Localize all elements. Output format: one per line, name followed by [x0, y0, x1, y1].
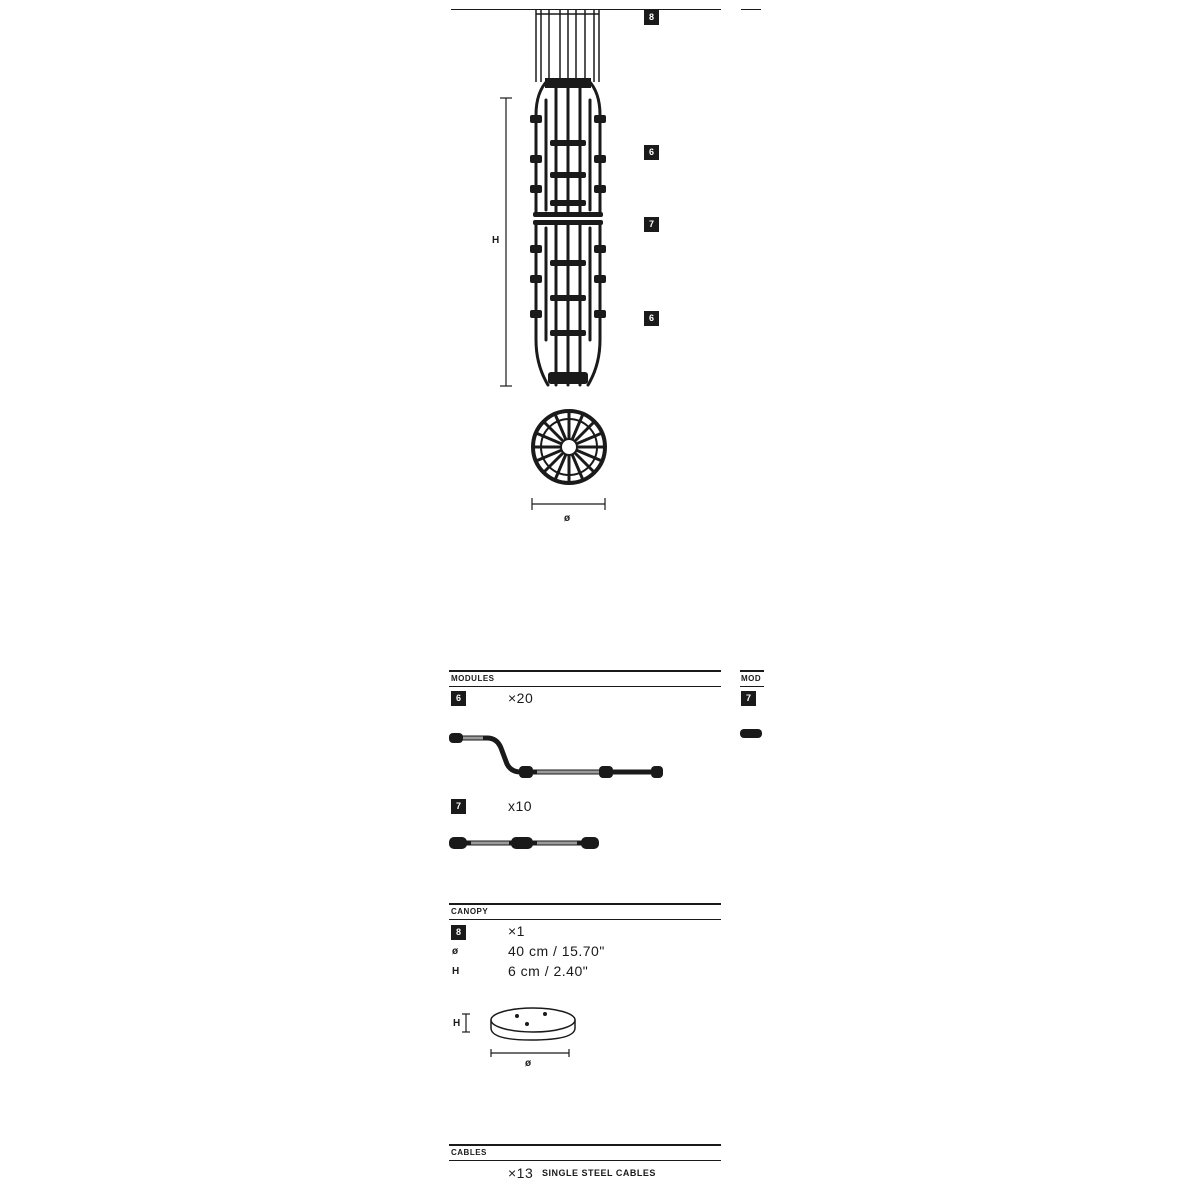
canopy-height-label: H [452, 966, 460, 977]
modules-sub-rule-partial [740, 686, 764, 687]
canopy-badge: 8 [451, 925, 466, 940]
module-7-badge: 7 [451, 799, 466, 814]
cables-sub-rule [449, 1160, 721, 1161]
module-7-quantity: x10 [508, 798, 533, 814]
canopy-drawing [445, 1000, 595, 1070]
canopy-sub-rule [449, 919, 721, 920]
module-7-drawing [447, 833, 607, 853]
module-6-quantity: ×20 [508, 690, 534, 706]
canopy-drawing-height-label: H [453, 1018, 461, 1029]
diameter-dimension-label: ø [564, 513, 571, 524]
modules-sub-rule [449, 686, 721, 687]
module-badge-bottom: 6 [644, 311, 659, 326]
cables-title: CABLES [451, 1148, 487, 1157]
chandelier-elevation-drawing [0, 0, 1200, 560]
module-badge-mid: 7 [644, 217, 659, 232]
cables-description: SINGLE STEEL CABLES [542, 1168, 656, 1178]
module-7-badge-partial: 7 [741, 691, 756, 706]
cables-quantity: ×13 [508, 1165, 534, 1181]
canopy-diameter-label: ø [452, 946, 459, 957]
canopy-drawing-diameter-label: ø [525, 1058, 532, 1069]
module-badge-top: 6 [644, 145, 659, 160]
module-6-badge: 6 [451, 691, 466, 706]
canopy-height-value: 6 cm / 2.40" [508, 963, 589, 979]
canopy-top-rule [449, 903, 721, 905]
modules-title: MODULES [451, 674, 495, 683]
module-6-drawing [445, 728, 675, 788]
canopy-diameter-value: 40 cm / 15.70" [508, 943, 605, 959]
canopy-badge-top: 8 [644, 10, 659, 25]
canopy-title: CANOPY [451, 907, 489, 916]
modules-top-rule [449, 670, 721, 672]
cables-top-rule [449, 1144, 721, 1146]
modules-title-partial: MOD [741, 674, 762, 683]
height-dimension-label: H [492, 235, 500, 246]
modules-top-rule-partial [740, 670, 764, 672]
module-7-drawing-partial [740, 726, 770, 746]
canopy-quantity: ×1 [508, 923, 525, 939]
